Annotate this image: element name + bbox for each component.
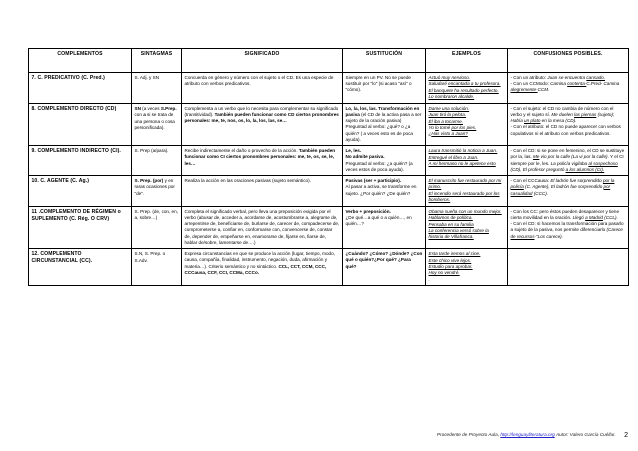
cell-complemento: 9. COMPLEMENTO INDIRECTO (CI). [29, 146, 132, 176]
cell-confusiones: - Con un atributo: Juan se encuentra cansado. - Con un CCModo: Camina contenta-C.Pred- Camina alegremente-CCM. [508, 73, 629, 104]
cell-sustitucion: ¿Cuándo? ¿Cómo? ¿Dónde? ¿Con qué o quién?¿Por qué? ¿Para qué? [343, 249, 426, 286]
header-row [29, 49, 629, 73]
cell-sintagma: S. Prep. (por) y en raras ocasiones por "de". [132, 176, 182, 207]
table-row [29, 103, 629, 145]
cell-complemento: 11 .COMPLEMENTO DE RÉGIMEN o SUPLEMENTO (C. Rég. O CRV) [29, 206, 132, 248]
cell-ejemplos: Obama sueña con un mundo mejor. Hablamos de política. Pensaba en su familia La conferencia versó sobre la historia de Villafranca. [426, 206, 508, 248]
cell-complemento: 12. COMPLEMENTO CIRCUNSTANCIAL (CC). [29, 249, 132, 286]
cell-significado: Expresa circunstancias en que se produce la acción (lugar, tiempo, modo, causa, compañía, finalidad, instrumento, negación, duda, afirmación y materia…). Criterio semántico y no sintáctico. CCL, CCT, CCM, CCC, CCCausa, CCF, CCI, CCMa, CCCo. [182, 249, 343, 286]
cell-confusiones: - Con el sujeto: el CD no cambia de número con el verbo y el sujeto sí. Me duelen las piernas (sujeto); Había un plato en la mesa (CD). - Con el atributo: el CD no puede aparecer con verbos copulativos ni el atributo con verbos predicativos. [508, 103, 629, 145]
cell-significado: Realiza la acción en las oraciones pasivas (sujeto semántico). [182, 176, 343, 207]
column-header-sustitucion: SUSTITUCIÓN [343, 49, 426, 73]
cell-significado: Recibe indirectamente el daño o provecho de la acción. También pueden funcionar como CI ciertos pronombres personales: me, te, os, se, le, les… [182, 146, 343, 176]
cell-confusiones [508, 249, 629, 286]
cell-sintagma: S. Prep (a/para). [132, 146, 182, 176]
page-number: 2 [624, 432, 628, 439]
cell-significado: Complementa a un verbo que lo necesita para complementar su significado (transitividad). También pueden funcionar como CD ciertos pronombres personales: me, te, nos, os, lo, la, los, las, se… [182, 103, 343, 145]
column-header-ejemplos: EJEMPLOS [426, 49, 508, 73]
column-header-significado: SIGNIFICADO [182, 49, 343, 73]
cell-confusiones: - Con el CCCausa: El ladrón fue sorprendido por la policía (C. Agente), El ladrón fue sorprendido por casualidad (CCC). [508, 176, 629, 207]
cell-confusiones: - Con los CC: pero éstos pueden desaparecer y tiene cierta movilidad en la oración. Llegó a Madrid (CCL). - Con el CD: si hacemos la transformación para pasarlo a sujeto de la pasiva, nos permite diferenciarlo (Carece de recursos-"Los carece). [508, 206, 629, 248]
table-row [29, 146, 629, 176]
cell-ejemplos: Actuó muy nervioso. Saludaré encantada a tu profesora. El banquete ha resultado perfecto. Lo nombraron alcalde. [426, 73, 508, 104]
column-header-confusiones: CONFUSIONES POSIBLES. [508, 49, 629, 73]
table-body [29, 73, 629, 286]
complementos-table [28, 48, 629, 286]
cell-ejemplos: Dame una solución. Juan tiró la pelota. Él iba a tocarme. Yo lo tomé por los pies. ¿Has visto a Juan? [426, 103, 508, 145]
cell-significado: Concuerda en género y número con el sujeto o el CD. Es una especie de atributo con verbos predicativos. [182, 73, 343, 104]
cell-complemento: 7. C. PREDICATIVO (C. Pred.) [29, 73, 132, 104]
cell-sintagma: SN (a veces S.Prep. con a si se trata de una persona o cosa personificada). [132, 103, 182, 145]
page-footer [28, 432, 628, 439]
cell-sustitucion: Siempre en un PV. No se puede sustituir por "lo" (si acaso "así" o "cómo). [343, 73, 426, 104]
cell-sustitucion: Verbo + preposición. ¿De qué…a qué o a quién…, en quién…? [343, 206, 426, 248]
cell-complemento: 10. C. AGENTE (C. Ag.) [29, 176, 132, 207]
table-row [29, 249, 629, 286]
cell-confusiones: - Con el CD: si se pone en femenino, el CD se sustituye por la, las. Me vio por la calle (La vi por la calle). Y el CI siempre por le, les. La policía vigilaba al sospechoso (CD), El profesor preguntó a los alumnos (CI). [508, 146, 629, 176]
cell-significado: Completa el significado verbal, pero lleva una preposición exigida por el verbo (abusar de, acceder a, acordarse de, acostumbrarse a, alegrarse de, arrepentirse de, beneficiarse de, burlarse de, carecer de, compadecerse de, comprometerse a, confiar en, conformarse con, convencerse de, constar de, depender de, empeñarse en, enamorarse de, fijarse en, fiarse de, hablar de/sobre, lamentarse de….) [182, 206, 343, 248]
footer-author: Autor: Valero García Cuéllar. [555, 432, 616, 437]
footer-url-link[interactable]: http://lenguayliteratura.org [500, 432, 555, 437]
table-row [29, 73, 629, 104]
cell-sustitucion: Lo, la, los, las. Transformación en pasiva (el CD de la activa pasa a ser sujeto de la oración pasiva) Preguntad al verbo: ¿qué? o ¿a quién? ( a veces esto es de poca ayuda). [343, 103, 426, 145]
table-row [29, 206, 629, 248]
footer-source: Procedente de Proyecto Aula, [436, 432, 500, 437]
table-row [29, 176, 629, 207]
cell-ejemplos: El manuscrito fue restaurado por mi primo. El incendio será restaurado por los bomberos. [426, 176, 508, 207]
cell-ejemplos: Esta tarde iremos al cine. Este chico vive lejos. Estudio para aprobar. Hoy no vendré. . [426, 249, 508, 286]
cell-sintagma: S. Prep. (de, con, en, a, sobre…) [132, 206, 182, 248]
cell-complemento: 8. COMPLEMENTO DIRECTO (CD) [29, 103, 132, 145]
column-header-complementos: COMPLEMENTOS [29, 49, 132, 73]
column-header-sintagmas: SINTAGMAS [132, 49, 182, 73]
cell-sintagma: S.N, S. Prep. o S.Adv. [132, 249, 182, 286]
table-header [29, 49, 629, 73]
cell-ejemplos: Laura transmitió la noticia a Juan. Entregué el libro a Juan. A mi hermano no le apetece esto [426, 146, 508, 176]
cell-sustitucion: Le, les. No admite pasiva. Preguntad al verbo: ¿a quién? (a veces estos de poca ayuda). [343, 146, 426, 176]
cell-sintagma: S. Adj. y SN [132, 73, 182, 104]
cell-sustitucion: Pasivas (ser + participio). Al pasar a activa, se transforme en sujeto. ¿Por quién? ¿De quién? [343, 176, 426, 207]
